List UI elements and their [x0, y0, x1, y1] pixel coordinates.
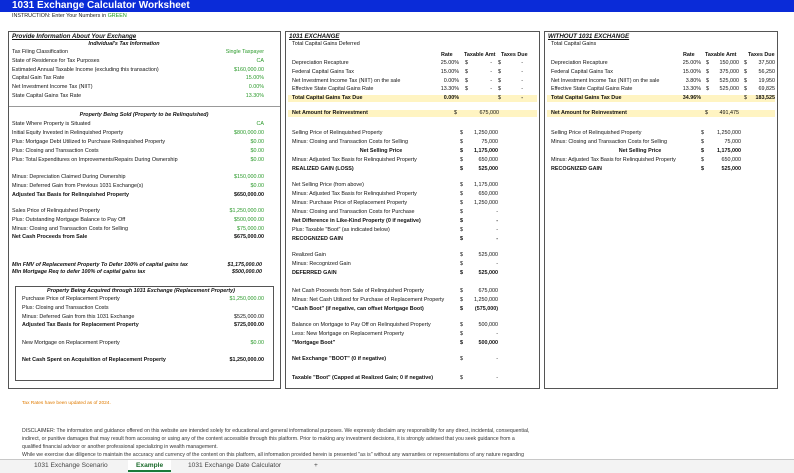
calc-row-label: Minus: Closing and Transaction Costs for Selling: [292, 139, 408, 145]
dollar: $: [460, 340, 463, 346]
calc-row-label: Net Selling Price (from above): [292, 182, 364, 188]
tax-row-value[interactable]: 13.30%: [245, 93, 264, 99]
tax-info-title: Individual's Tax Information: [88, 41, 160, 47]
tax-amt: 525,000: [719, 86, 739, 93]
exchange-boot-label: Net Exchange "BOOT" (0 if negative): [292, 356, 387, 362]
tax-due: 56,250: [758, 68, 775, 75]
tax-due: -: [521, 86, 523, 93]
new-mort-value[interactable]: $0.00: [250, 340, 264, 346]
tax-due: 37,500: [758, 60, 775, 66]
tax-amt: 150,000: [719, 60, 739, 66]
acq-panel: [15, 286, 274, 381]
dollar: $: [498, 77, 501, 84]
left-header: Provide Information About Your Exchange: [12, 33, 137, 40]
calc-row-value: 1,250,000: [474, 297, 498, 303]
calc-row-value: 525,000: [721, 166, 741, 172]
sold-row-value[interactable]: $150,000.00: [234, 174, 264, 180]
tax-row-value[interactable]: Single Taxpayer: [225, 49, 264, 55]
sold-row-label: Minus: Deferred Gain from Previous 1031 Exchange(s): [12, 183, 144, 189]
dollar: $: [460, 331, 463, 337]
col-header: Taxes Due: [748, 52, 775, 58]
dollar: $: [701, 139, 704, 145]
calc-row-value: -: [496, 218, 498, 224]
disclaimer-line: indirect, or punitive damages that may result from accessing or using any of the content accessible through this platform. Prior to making any investment decisions, it is strongly advised that you seek guidance from a: [22, 436, 515, 442]
sheet-tab-2[interactable]: 1031 Exchange Date Calculator: [188, 462, 282, 469]
dollar: $: [465, 68, 468, 75]
tax-amt: -: [490, 60, 492, 66]
dollar: $: [465, 60, 468, 66]
dollar: $: [701, 166, 704, 172]
calc-row-value: 650,000: [478, 191, 498, 197]
calc-row-value: (575,000): [474, 306, 498, 312]
tax-rate: 34.96%: [682, 95, 701, 102]
calc-row-value: 1,175,000: [474, 182, 498, 188]
without-sub: Total Capital Gains: [551, 41, 597, 47]
exchange-reinvest-value: 675,000: [479, 110, 499, 116]
calc-row-value: 1,250,000: [474, 130, 498, 136]
sold-row-label: Initial Equity Invested in Relinquished Property: [12, 130, 124, 136]
dollar: $: [460, 306, 463, 312]
sold-row-value: $650,000.00: [234, 192, 264, 198]
tax-rate: 0.00%: [443, 77, 459, 84]
dollar: $: [460, 209, 463, 215]
tax-rate: 15.00%: [682, 68, 701, 75]
tax-row-label: State of Residence for Tax Purposes: [12, 57, 100, 64]
calc-row-label: Realized Gain: [292, 252, 326, 258]
min-mort-label: Min Mortgage Req to defer 100% of capital gains tax: [12, 269, 146, 275]
tax-rate: 0.00%: [443, 95, 459, 102]
tax-row-label: Estimated Annual Taxable Income (excluding this transaction): [12, 66, 159, 73]
without-reinvest-label: Net Amount for Reinvestment: [551, 110, 627, 116]
calc-row-label: Minus: Adjusted Tax Basis for Relinquished Property: [292, 157, 417, 163]
tax-row-label: State Capital Gains Tax Rate: [12, 93, 82, 99]
dollar: $: [460, 166, 463, 172]
tax-due: -: [521, 60, 523, 66]
dollar: $: [498, 95, 501, 102]
sold-row-value[interactable]: CA: [256, 121, 264, 127]
tax-table-label: Depreciation Recapture: [292, 60, 349, 66]
dollar: $: [460, 139, 463, 145]
calc-row-label: Plus: Taxable "Boot" (as indicated below): [292, 227, 390, 233]
calc-row-label: Minus: Recognized Gain: [292, 260, 351, 267]
dollar: $: [460, 148, 463, 154]
acq-row-value: $525,000.00: [234, 313, 264, 320]
new-mort-label: New Mortgage on Replacement Property: [22, 340, 120, 346]
sold-row-value[interactable]: $0.00: [250, 157, 264, 163]
tax-amt: 375,000: [719, 68, 739, 75]
dollar: $: [460, 297, 463, 303]
sold-row-value[interactable]: $500,000.00: [234, 216, 264, 223]
dollar: $: [744, 60, 747, 66]
sold-row-value[interactable]: $0.00: [250, 183, 264, 189]
min-fmv-label: Min FMV of Replacement Property To Defer 100% of capital gains tax: [12, 262, 188, 268]
net-cash-value: $1,250,000.00: [229, 357, 264, 363]
disclaimer-line: While we exercise due diligence to maintain the accuracy and currency of the content on this platform, all information provided herein is presented "as is" without any warranties or representations of any nature regarding: [22, 452, 524, 458]
calc-row-label: RECOGNIZED GAIN: [292, 236, 343, 242]
tax-row-value[interactable]: $160,000.00: [234, 66, 264, 73]
calc-row-label: DEFERRED GAIN: [292, 269, 337, 276]
tax-due: 69,825: [758, 86, 775, 93]
instruction-text: INSTRUCTION: Enter Your Numbers in: [12, 13, 108, 19]
tax-row-label: Tax Filing Classification: [12, 49, 69, 55]
sold-row-label: Plus: Mortgage Debt Utilized to Purchase Relinquished Property: [12, 139, 166, 145]
dollar: $: [460, 182, 463, 188]
dollar: $: [706, 86, 709, 93]
sold-row-label: Plus: Total Expenditures on Improvements/Repairs During Ownership: [12, 157, 178, 163]
dollar: $: [460, 260, 463, 267]
dollar: $: [706, 60, 709, 66]
dollar: $: [460, 322, 463, 328]
min-mort-value: $500,000.00: [232, 269, 262, 275]
tax-table-label: Effective State Capital Gains Rate: [292, 86, 374, 93]
tax-row-label: Net Investment Income Tax (NIIT): [12, 84, 93, 91]
dollar: $: [460, 288, 463, 294]
dollar: $: [701, 148, 704, 154]
dollar: $: [498, 60, 501, 66]
calc-row-label: Minus: Adjusted Tax Basis for Relinquished Property: [551, 157, 676, 163]
calc-row-value: 525,000: [478, 252, 498, 258]
sold-title: Property Being Sold (Property to be Relinquished): [79, 112, 209, 118]
tax-due: -: [521, 68, 523, 75]
tax-table-label: Total Capital Gains Tax Due: [292, 95, 363, 102]
dollar: $: [460, 236, 463, 242]
col-header: Rate: [683, 52, 695, 58]
calc-row-value: 525,000: [478, 269, 498, 276]
dollar: $: [701, 130, 704, 136]
sold-row-label: Minus: Closing and Transaction Costs for Selling: [12, 225, 128, 232]
taxable-boot-value: -: [496, 375, 498, 381]
calc-row-value: 1,175,000: [474, 148, 498, 154]
without-panel: WITHOUT 1031 EXCHANGE Total Capital Gains Rate Taxable Amt Taxes Due Depreciation Recapture 25.00% $ 150,000 $ 37,500 Federal Capital Gains Tax 15.00% $ 375,000 $ 56,250 Net Investment Income Tax (NIIT) on the sale 3.80% $ 525,000 $ 19,950 Effective State Capital Gains Rate 13.30% $ 525,000 $ 69,825 Total Capital Gains Tax Due 34.96% $ 183,525 Net Amount for Reinvestment $ 491,475 Selling Price of Relinquished Property $ 1,250,000 Minus: Closing and Transaction Costs for Selling $ 75,000 Net Selling Price $ 1,175,000 Minus: Adjusted Tax Basis for Relinquished Property $ 650,000 RECOGNIZED GAIN $ 525,000: [544, 31, 778, 389]
sold-row-label: Net Cash Proceeds from Sale: [12, 234, 88, 241]
tax-due: 19,950: [758, 77, 775, 84]
sold-row-value[interactable]: $1,250,000.00: [229, 208, 264, 214]
tax-row-value[interactable]: 15.00%: [245, 75, 264, 82]
tax-table-label: Total Capital Gains Tax Due: [551, 95, 622, 102]
acq-row-value: $725,000.00: [234, 322, 264, 329]
calc-row-label: Selling Price of Relinquished Property: [292, 130, 383, 136]
sold-row-label: Plus: Closing and Transaction Costs: [12, 148, 99, 154]
calc-row-value: 675,000: [478, 288, 498, 294]
tax-row-value[interactable]: CA: [256, 57, 264, 64]
calc-row-label: "Cash Boot" (if negative, can offset Mortgage Boot): [292, 306, 424, 312]
tax-rate-note: Tax Rates have been updated as of 2024.: [22, 401, 111, 406]
calc-row-label: Minus: Closing and Transaction Costs for Purchase: [292, 209, 415, 215]
calc-row-value: -: [496, 227, 498, 233]
calc-row-label: Minus: Closing and Transaction Costs for Selling: [551, 139, 667, 145]
dollar: $: [744, 77, 747, 84]
tax-table-label: Net Investment Income Tax (NIIT) on the sale: [292, 77, 401, 84]
disclaimer-line: DISCLAIMER: The information and guidance offered on this website are intended solely for educational and general informational purposes. We expressly disclaim any responsibility for any direct, incidental, consequential,: [22, 428, 530, 434]
tax-row-value[interactable]: 0.00%: [248, 84, 264, 91]
tax-due: -: [521, 95, 523, 102]
page-title: 1031 Exchange Calculator Worksheet: [0, 0, 794, 12]
calc-row-label: Minus: Net Cash Utilized for Purchase of Replacement Property: [292, 297, 445, 303]
sold-row-value[interactable]: $800,000.00: [234, 130, 264, 136]
col-header: Taxable Amt: [464, 52, 496, 58]
sold-row-value[interactable]: $0.00: [250, 148, 264, 154]
tax-table-label: Depreciation Recapture: [551, 60, 608, 66]
acq-row-label: Minus: Deferred Gain from this 1031 Exchange: [22, 313, 135, 320]
min-fmv-value: $1,175,000.00: [227, 262, 262, 268]
dollar: $: [498, 86, 501, 93]
tax-rate: 25.00%: [440, 60, 459, 66]
dollar: $: [706, 77, 709, 84]
tax-rate: 3.80%: [685, 77, 701, 84]
calc-row-value: 650,000: [478, 157, 498, 163]
tax-row-label: Capital Gain Tax Rate: [12, 75, 65, 82]
sheet-tab-3[interactable]: +: [314, 462, 318, 469]
instruction-green: GREEN: [107, 13, 127, 19]
calc-row-label: Less: New Mortgage on Replacement Property: [292, 331, 405, 337]
tax-amt: -: [490, 86, 492, 93]
calc-row-label: RECOGNIZED GAIN: [551, 166, 602, 172]
calc-row-value: 500,000: [478, 322, 498, 328]
sold-row-label: Minus: Depreciation Claimed During Ownership: [12, 174, 126, 180]
calc-row-label: "Mortgage Boot": [292, 340, 336, 346]
calc-row-value: 1,250,000: [717, 130, 741, 136]
sold-row-value[interactable]: $0.00: [250, 139, 264, 145]
calc-row-label: Net Selling Price: [618, 148, 662, 154]
col-header: Taxes Due: [501, 52, 528, 58]
sold-row-label: State Where Property is Situated: [12, 121, 91, 127]
exchange-sub: Total Capital Gains Deferred: [292, 41, 360, 47]
dollar: $: [744, 95, 747, 102]
calc-row-value: 75,000: [481, 139, 498, 145]
calc-row-value: 650,000: [721, 157, 741, 163]
tax-rate: 13.30%: [682, 86, 701, 93]
exchange-boot-value: -: [496, 356, 498, 362]
without-header: WITHOUT 1031 EXCHANGE: [548, 33, 630, 40]
tax-amt: -: [490, 68, 492, 75]
sold-row-label: Sales Price of Relinquished Property: [12, 208, 100, 214]
tax-table-label: Net Investment Income Tax (NIIT) on the sale: [551, 77, 660, 84]
tax-due: 183,525: [755, 95, 775, 102]
tax-due: -: [521, 77, 523, 84]
dollar: $: [460, 227, 463, 233]
exchange-reinvest-label: Net Amount for Reinvestment: [292, 110, 368, 116]
dollar: $: [706, 68, 709, 75]
dollar: $: [460, 130, 463, 136]
without-reinvest-value: 491,475: [719, 110, 739, 116]
dollar: $: [701, 157, 704, 163]
instruction: [12, 13, 127, 19]
tax-table-label: Effective State Capital Gains Rate: [551, 86, 633, 93]
calc-row-label: Net Difference in Like-Kind Property (0 if negative): [292, 218, 421, 224]
acq-row-value[interactable]: $1,250,000.00: [229, 296, 264, 302]
dollar: $: [460, 269, 463, 276]
calc-row-label: Net Selling Price: [359, 148, 403, 154]
sold-row-value[interactable]: $75,000.00: [237, 225, 264, 232]
sold-row-value: $675,000.00: [234, 234, 264, 241]
exchange-header: 1031 EXCHANGE: [289, 33, 340, 40]
calc-row-label: Minus: Purchase Price of Replacement Property: [292, 200, 408, 206]
calc-row-value: -: [496, 260, 498, 267]
taxable-boot-label: Taxable "Boot" (Capped at Realized Gain; 0 if negative): [292, 375, 434, 381]
calc-row-label: REALIZED GAIN (LOSS): [292, 166, 354, 172]
calc-row-label: Selling Price of Relinquished Property: [551, 130, 642, 136]
net-cash-label: Net Cash Spent on Acquisition of Replacement Property: [22, 357, 166, 363]
sheet-tab-0[interactable]: 1031 Exchange Scenario: [34, 462, 108, 469]
calc-row-label: Net Cash Proceeds from Sale of Relinquished Property: [292, 288, 424, 294]
calc-row-value: 75,000: [724, 139, 741, 145]
acq-row-label: Adjusted Tax Basis for Replacement Property: [22, 322, 139, 329]
dollar: $: [460, 200, 463, 206]
sold-row-label: Plus: Outstanding Mortgage Balance to Pay Off: [12, 216, 126, 223]
dollar: $: [498, 68, 501, 75]
tax-table-label: Federal Capital Gains Tax: [292, 68, 354, 75]
acq-row-label: Purchase Price of Replacement Property: [22, 296, 120, 302]
dollar: $: [465, 77, 468, 84]
dollar: $: [460, 157, 463, 163]
dollar: $: [460, 252, 463, 258]
calc-row-value: 525,000: [478, 166, 498, 172]
dollar: $: [744, 68, 747, 75]
sheet-tab-bar: [0, 459, 794, 473]
acq-title: Property Being Acquired through 1031 Exchange (Replacement Property): [47, 288, 235, 294]
dollar: $: [460, 218, 463, 224]
calc-row-value: 1,175,000: [717, 148, 741, 154]
col-header: Taxable Amt: [705, 52, 737, 58]
calc-row-value: -: [496, 331, 498, 337]
col-header: Rate: [441, 52, 453, 58]
acq-row-label: Plus: Closing and Transaction Costs: [22, 304, 109, 311]
calc-row-value: 1,250,000: [474, 200, 498, 206]
disclaimer-line: qualified financial advisor or another professional specializing in wealth management.: [22, 444, 218, 450]
tax-rate: 15.00%: [440, 68, 459, 75]
calc-row-value: 500,000: [478, 340, 498, 346]
dollar: $: [460, 191, 463, 197]
calc-row-value: -: [496, 209, 498, 215]
calc-row-label: Balance on Mortgage to Pay Off on Relinquished Property: [292, 322, 431, 328]
calc-row-value: -: [496, 236, 498, 242]
sheet-tab-1[interactable]: Example: [128, 460, 171, 472]
tax-rate: 25.00%: [682, 60, 701, 66]
tax-rate: 13.30%: [440, 86, 459, 93]
tax-table-label: Federal Capital Gains Tax: [551, 68, 613, 75]
calc-row-label: Minus: Adjusted Tax Basis for Relinquished Property: [292, 191, 417, 197]
sold-row-label: Adjusted Tax Basis for Relinquished Property: [12, 192, 130, 198]
exchange-panel: 1031 EXCHANGE Total Capital Gains Deferred Rate Taxable Amt Taxes Due Depreciation Recapture 25.00% $ - $ - Federal Capital Gains Tax 15.00% $ - $ - Net Investment Income Tax (NIIT) on the sale 0.00% $ - $ - Effective State Capital Gains Rate 13.30% $ - $ - Total Capital Gains Tax Due 0.00% $ - Net Amount for Reinvestment $ 675,000 Selling Price of Relinquished Property $ 1,250,000 Minus: Closing and Transaction Costs for Selling $ 75,000 Net Selling Price $ 1,175,000 Minus: Adjusted Tax Basis for Relinquished Property $ 650,000 REALIZED GAIN (LOSS) $ 525,000 Net Selling Price (from above) $ 1,175,000 Minus: Adjusted Tax Basis for Relinquished Property $ 650,000 Minus: Purchase Price of Replacement Property $ 1,250,000 Minus: Closing and Transaction Costs for Purchase $ - Net Difference in Like-Kind Property (0 if negative) $ - Plus: Taxable "Boot" (as indicated below) $ - RECOGNIZED GAIN $ - Realized Gain $ 525,000 Minus: Recognized Gain $ - DEFERRED GAIN $ 525,000 Net Cash Proceeds from Sale of Relinquished Property $ 675,000 Minus: Net Cash Utilized for Purchase of Replacement Property $ 1,250,000 "Cash Boot" (if negative, can offset Mortgage Boot) $ (575,000) Balance on Mortgage to Pay Off on Relinquished Property $ 500,000 Less: New Mortgage on Replacement Property $ - "Mortgage Boot" $ 500,000 Net Exchange "BOOT" (0 if negative) $ - Taxable "Boot" (Capped at Realized Gain; 0 if negative) $ -: [285, 31, 540, 389]
dollar: $: [465, 86, 468, 93]
dollar: $: [744, 86, 747, 93]
tax-amt: 525,000: [719, 77, 739, 84]
tax-amt: -: [490, 77, 492, 84]
